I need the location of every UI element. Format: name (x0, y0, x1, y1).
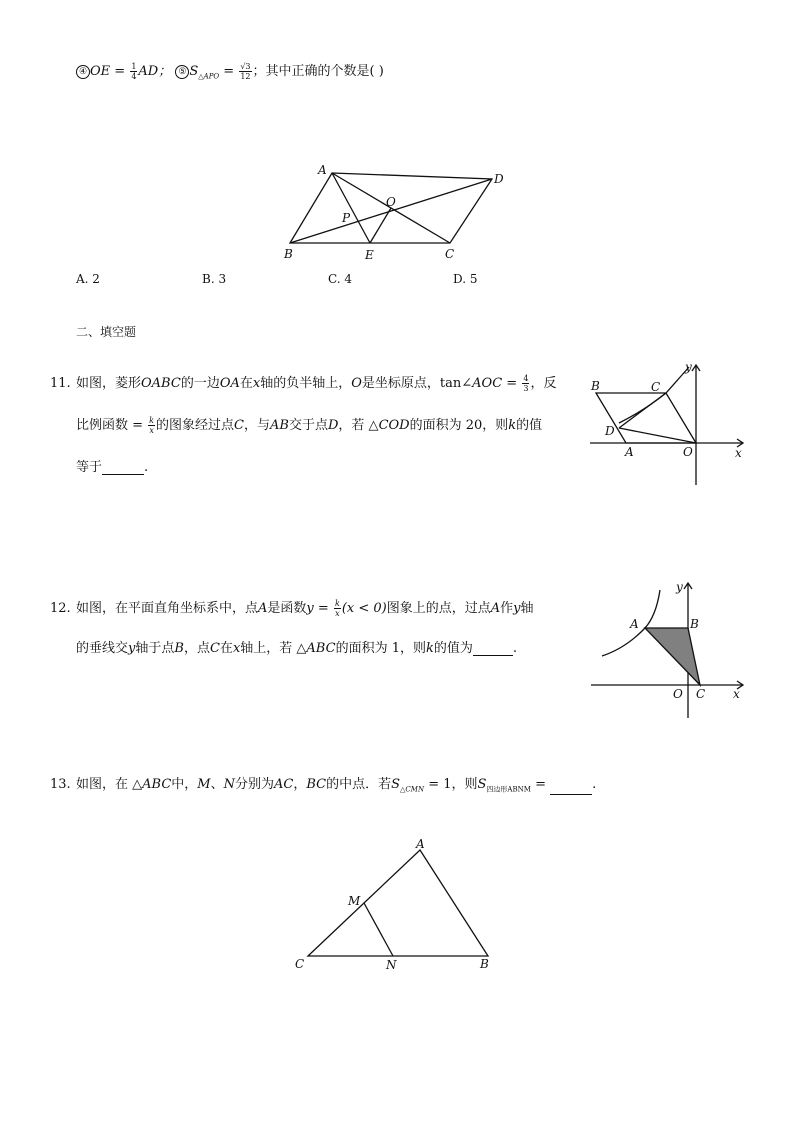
label-A: A (416, 837, 425, 851)
label-C: C (295, 957, 305, 971)
label-C: C (651, 380, 661, 394)
answer-blank[interactable] (550, 782, 592, 795)
label-D: D (494, 172, 504, 186)
label-B: B (690, 617, 699, 631)
label-D: D (605, 424, 615, 438)
q11-number: 11. (50, 376, 71, 391)
label-E: E (365, 248, 374, 262)
label-M: M (348, 894, 361, 908)
label-B: B (480, 957, 489, 971)
statement-5-marker: ⑤ (175, 65, 189, 79)
label-C: C (696, 687, 706, 701)
label-x: x (735, 446, 742, 460)
label-P: P (342, 211, 351, 225)
fraction: $\frac{4}{3}$ (523, 374, 529, 393)
q13-triangle-figure (290, 835, 500, 975)
section-title: 二、填空题 (76, 325, 137, 339)
q12-number: 12. (50, 601, 71, 616)
q11-line-1: 如图，菱形OABC的一边OA在x轴的负半轴上，O是坐标原点，tan∠AOC = $\frac{4}{3}$ ，反 (76, 374, 557, 393)
q13-number: 13. (50, 777, 71, 792)
label-C: C (445, 247, 455, 261)
label-y: y (685, 360, 692, 374)
answer-blank[interactable] (102, 462, 144, 475)
segment-AE (332, 173, 370, 243)
q11-rhombus-figure (585, 355, 750, 490)
statement-4-marker: ④ (76, 65, 90, 79)
choice-c[interactable]: C. 4 (328, 272, 353, 286)
label-A: A (625, 445, 634, 459)
triangle-ABC (308, 850, 488, 956)
segment-MN (364, 903, 393, 956)
answer-blank[interactable] (473, 643, 513, 656)
label-A: A (318, 163, 327, 177)
diagonal-BD (290, 179, 492, 243)
q11-line-3: 等于 . (76, 460, 149, 475)
choice-b[interactable]: B. 3 (202, 272, 227, 286)
q12-line-1: 如图，在平面直角坐标系中，点A是函数y = $\frac{k}{x}$ (x < 0)图象上的点，过点A作y轴 (76, 599, 534, 618)
label-B: B (591, 379, 600, 393)
fraction: $\frac{1}{4}$ (131, 62, 137, 81)
label-x: x (733, 687, 740, 701)
label-O: O (673, 687, 683, 701)
segment-OD (619, 428, 696, 443)
label-O: O (683, 445, 693, 459)
q12-hyperbola-figure (588, 578, 748, 718)
q12-line-2: 的垂线交y轴于点B，点C在x轴上，若 △ABC的面积为 1，则k的值为 . (76, 641, 518, 656)
label-B: B (284, 247, 293, 261)
q10-parallelogram-figure (270, 160, 520, 265)
label-O: O (386, 195, 396, 209)
triangle-ABC (645, 628, 700, 685)
q13-line-1: 如图，在 △ABC中，M、N分别为AC，BC的中点．若$S_{\triangle CMN} = 1$，则$S_{四边形ABNM}$ = . (76, 777, 597, 794)
label-A: A (630, 617, 639, 631)
q10-statements-line: ④ OE = $\frac{1}{4}$ AD； ⑤ $S_{\triangle APO}$ = $\frac{√3}{12}$ ；其中正确的个数是( ) (76, 60, 384, 81)
label-y: y (676, 580, 683, 594)
q11-line-2: 比例函数 = $\frac{k}{x}$ 的图象经过点C，与AB交于点D，若 △COD的面积为 20，则k的值 (76, 416, 543, 435)
label-N: N (386, 958, 397, 972)
segment-EO (370, 208, 391, 243)
fraction: $\frac{k}{x}$ (334, 599, 340, 618)
fraction: $\frac{k}{x}$ (149, 416, 155, 435)
choice-d[interactable]: D. 5 (453, 272, 478, 286)
fraction: $\frac{√3}{12}$ (240, 62, 251, 81)
choice-a[interactable]: A. 2 (76, 272, 100, 286)
